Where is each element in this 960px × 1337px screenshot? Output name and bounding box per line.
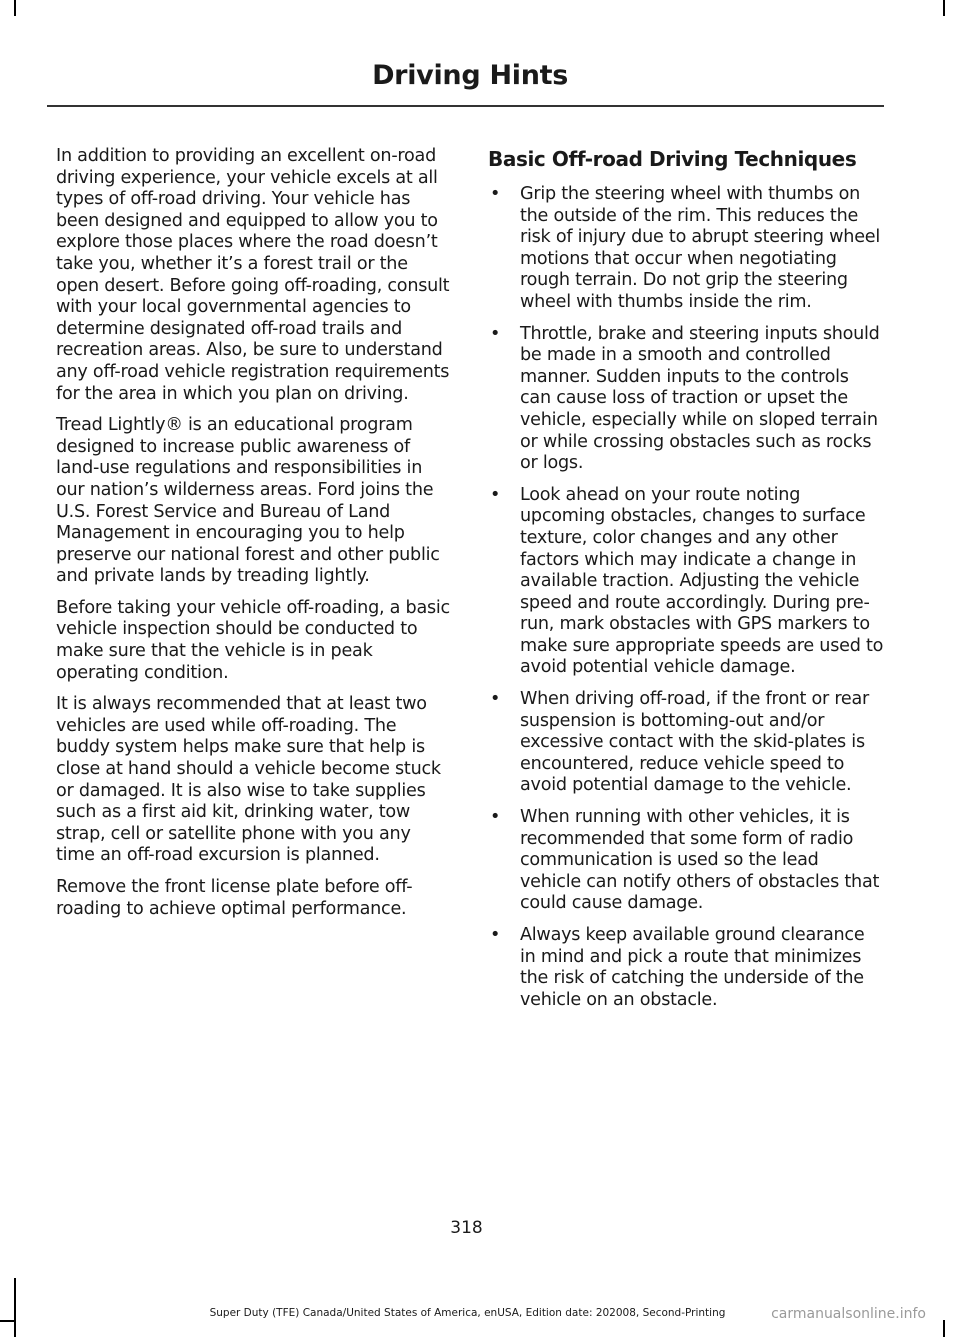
list-item (488, 925, 884, 1011)
paragraph-intro: In addition to providing an excellent on-road driving experience, your vehicle excels at all types of off-road driving. Your vehicle has been designed and equipped to allow you to explore those places where the road doesn’t take you, whether it’s a forest trail or the open desert. Before going off-roading, consult with your local governmental agencies to determine designated off-road trails and recreation areas. Also, be sure to understand any off-road vehicle registration requirements for the area in which you plan on driving. (56, 146, 450, 404)
bullet-icon: • (490, 689, 501, 710)
bullet-icon: • (490, 323, 501, 344)
list-item-text: When driving off-road, if the front or rear suspension is bottoming-out and/or excessive contact with the skid-plates is encountered, reduce vehicle speed to avoid potential damage to the vehicle. (520, 689, 870, 796)
list-item (488, 184, 884, 314)
list-item-text: Throttle, brake and steering inputs should be made in a smooth and controlled manner. Sudden inputs to the controls can cause loss of traction or upset the vehicle, especially while on sloped terrain or while crossing obstacles such as rocks or logs. (520, 323, 880, 474)
watermark: carmanualsonline.info (771, 1306, 926, 1322)
paragraph-license-plate: Remove the front license plate before off-roading to achieve optimal performance. (56, 877, 413, 919)
crop-mark-bottom-left-h (0, 1320, 16, 1322)
page-number: 318 (450, 1218, 483, 1238)
paragraph-inspection: Before taking your vehicle off-roading, a basic vehicle inspection should be conducted to make sure that the vehicle is in peak operating condition. (56, 597, 450, 683)
list-item (488, 689, 884, 797)
list-item (488, 324, 884, 475)
bullet-icon: • (490, 925, 501, 945)
list-item-text: Grip the steering wheel with thumbs on the outside of the rim. This reduces the risk of injury due to abrupt steering wheel motions that occur when negotiating rough terrain. Do not grip the steering wheel with thumbs inside the rim. (520, 184, 880, 312)
paragraph-tread-lightly: Tread Lightly® is an educational program designed to increase public awareness of land-use regulations and responsibilities in our nation’s wilderness areas. Ford joins the U.S. Forest Service and Bureau of Land Management in encouraging you to help preserve our national forest and other public and private lands by treading lightly. (56, 415, 440, 587)
list-item-text: Look ahead on your route noting upcoming obstacles, changes to surface texture, color changes and any other factors which may indicate a change in available traction. Adjusting the vehicle speed and route accordingly. During pre-run, mark obstacles with GPS markers to make sure appropriate speeds are used to avoid potential vehicle damage. (520, 484, 884, 678)
crop-mark-bottom-right-v (943, 1320, 945, 1337)
crop-mark-top-right (943, 0, 945, 16)
bullet-icon: • (490, 807, 501, 828)
edition-footer: Super Duty (TFE) Canada/United States of America, enUSA, Edition date: 202008, Second-Printing (209, 1307, 726, 1319)
technique-list (488, 184, 884, 1011)
page-title: Driving Hints (372, 60, 568, 91)
right-column (488, 146, 884, 1021)
section-heading: Basic Off-road Driving Techniques (488, 147, 857, 171)
list-item-text: Always keep available ground clearance in mind and pick a route that minimizes the risk of catching the underside of the vehicle on an obstacle. (520, 925, 865, 1010)
list-item (488, 807, 884, 915)
list-item (488, 485, 884, 679)
bullet-icon: • (490, 184, 501, 204)
crop-mark-top-left (14, 0, 16, 16)
bullet-icon: • (490, 484, 501, 505)
list-item-text: When running with other vehicles, it is recommended that some form of radio communication is used so the lead vehicle can notify others of obstacles that could cause damage. (520, 807, 880, 914)
header-divider (47, 105, 884, 107)
paragraph-buddy-system: It is always recommended that at least two vehicles are used while off-roading. The buddy system helps make sure that help is close at hand should a vehicle become stuck or damaged. It is also wise to take supplies such as a first aid kit, drinking water, tow strap, cell or satellite phone with you any time an off-road excursion is planned. (56, 694, 441, 866)
left-column (56, 146, 451, 930)
